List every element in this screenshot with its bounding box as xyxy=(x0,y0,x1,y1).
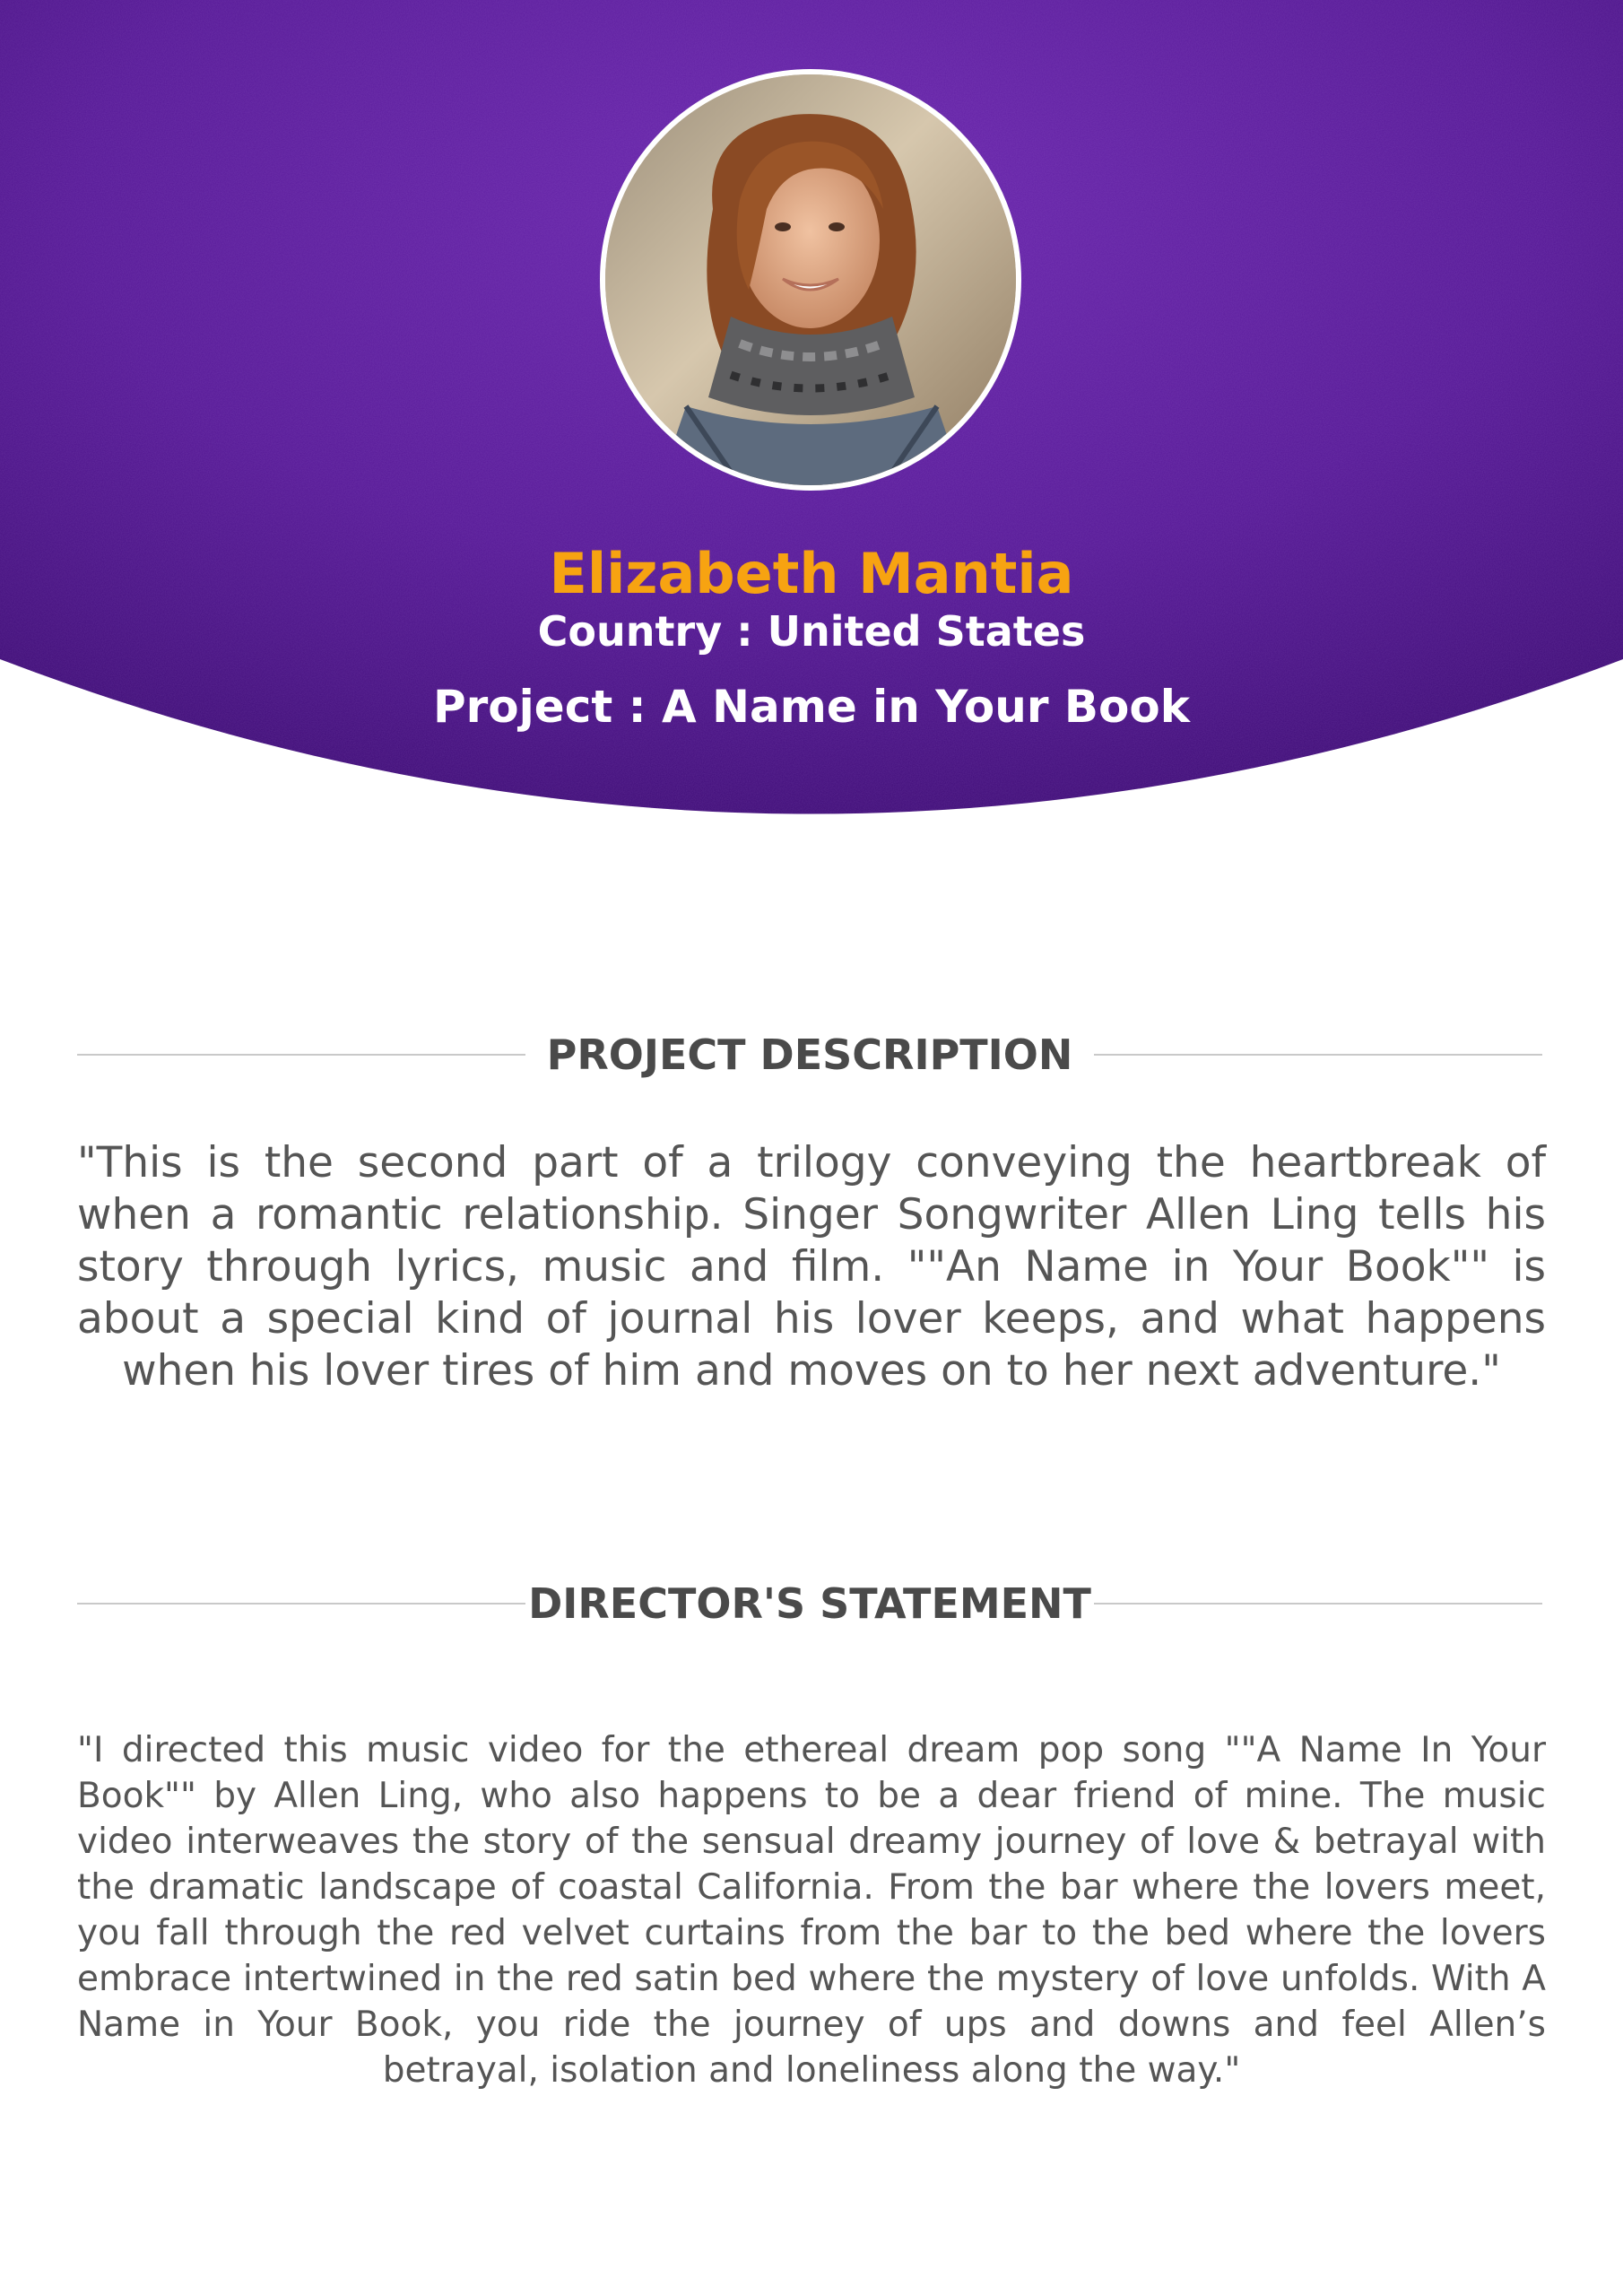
project-description-heading xyxy=(77,1019,1542,1091)
project-title: Project : A Name in Your Book xyxy=(433,681,1190,733)
portrait-photo xyxy=(600,69,1021,491)
directors-statement-text: "I directed this music video for the ethereal dream pop song ""A Name In Your Book"" by Allen Ling, who also happens to be a dear friend of mine. The music video interweaves the story of the sensual dreamy journey of love & betrayal with the dramatic landscape of coastal California. From the bar where the lovers meet, you fall through the red velvet curtains from the bar to the bed where the lovers embrace intertwined in the red satin bed where the mystery of love unfolds. With A Name in Your Book, you ride the journey of ups and downs and feel Allen’s betrayal, isolation and loneliness along the way." xyxy=(77,1730,1546,2091)
divider-line xyxy=(1094,1054,1542,1056)
section-heading-label: DIRECTOR'S STATEMENT xyxy=(528,1579,1091,1628)
person-name: Elizabeth Mantia xyxy=(549,541,1074,606)
section-heading-label: PROJECT DESCRIPTION xyxy=(546,1031,1073,1079)
person-country: Country : United States xyxy=(537,607,1086,656)
project-description-text: "This is the second part of a trilogy conveying the heartbreak of when a romantic relationship. Singer Songwriter Allen Ling tells his story through lyrics, music and film. ""An Name in Your Book"" is about a special kind of journal his lover keeps, and what happens when his lover tires of him and moves on to her next adventure." xyxy=(77,1138,1546,1396)
directors-statement-heading xyxy=(77,1568,1542,1639)
divider-line xyxy=(1094,1603,1542,1605)
